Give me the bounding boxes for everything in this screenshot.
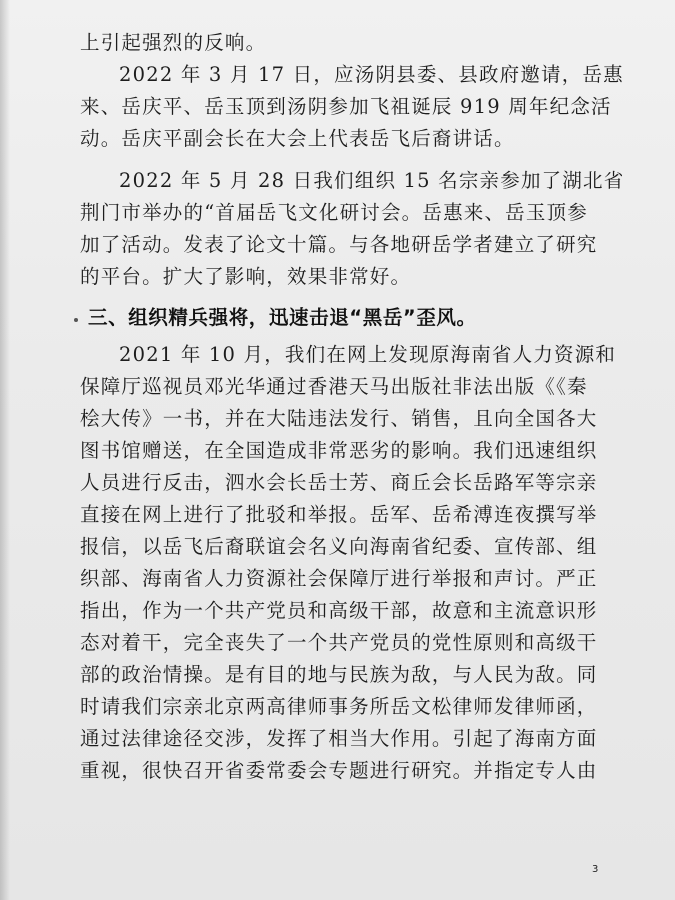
paragraph-line: 重视，很快召开省委常委会专题进行研究。并指定专人由	[80, 759, 598, 782]
paragraph-line: 上引起强烈的反响。	[80, 31, 267, 54]
paragraph-line: 桧大传》一书，并在大陆违法发行、销售，且向全国各大	[80, 407, 598, 430]
paragraph-line: 报信，以岳飞后裔联谊会名义向海南省纪委、宣传部、组	[80, 535, 598, 558]
paragraph-line: 织部、海南省人力资源社会保障厅进行举报和声讨。严正	[80, 567, 598, 590]
margin-mark	[74, 318, 78, 322]
section-heading: 三、组织精兵强将，迅速击退“黑岳”歪风。	[88, 306, 477, 329]
paragraph-line: 指出，作为一个共产党员和高级干部，故意和主流意识形	[80, 599, 598, 622]
page-edge-shadow	[0, 0, 10, 900]
paragraph-line: 的平台。扩大了影响，效果非常好。	[80, 265, 412, 288]
paragraph-line: 图书馆赠送，在全国造成非常恶劣的影响。我们迅速组织	[80, 439, 598, 462]
paragraph-line: 态对着干，完全丧失了一个共产党员的党性原则和高级干	[80, 631, 598, 654]
paragraph-line: 2021 年 10 月，我们在网上发现原海南省人力资源和	[119, 343, 617, 366]
paragraph-line: 加了活动。发表了论文十篇。与各地研岳学者建立了研究	[80, 233, 598, 256]
paragraph-line: 人员进行反击，泗水会长岳士芳、商丘会长岳路军等宗亲	[80, 471, 598, 494]
paragraph-line: 保障厅巡视员邓光华通过香港天马出版社非法出版《《秦	[80, 375, 588, 398]
paragraph-line: 2022 年 3 月 17 日，应汤阴县委、县政府邀请，岳惠	[119, 63, 624, 86]
paragraph-line: 时请我们宗亲北京两高律师事务所岳文松律师发律师函，	[80, 695, 598, 718]
paragraph-line: 部的政治情操。是有目的地与民族为敌，与人民为敌。同	[80, 663, 598, 686]
paragraph-line: 来、岳庆平、岳玉顶到汤阴参加飞祖诞辰 919 周年纪念活	[80, 95, 612, 118]
paragraph-line: 直接在网上进行了批驳和举报。岳军、岳希溥连夜撰写举	[80, 503, 598, 526]
paragraph-line: 通过法律途径交涉，发挥了相当大作用。引起了海南方面	[80, 727, 598, 750]
paragraph-line: 动。岳庆平副会长在大会上代表岳飞后裔讲话。	[80, 127, 515, 150]
paragraph-line: 荆门市举办的“首届岳飞文化研讨会。岳惠来、岳玉顶参	[80, 201, 588, 224]
paragraph-line: 2022 年 5 月 28 日我们组织 15 名宗亲参加了湖北省	[119, 169, 625, 192]
page-number: 3	[592, 864, 599, 875]
